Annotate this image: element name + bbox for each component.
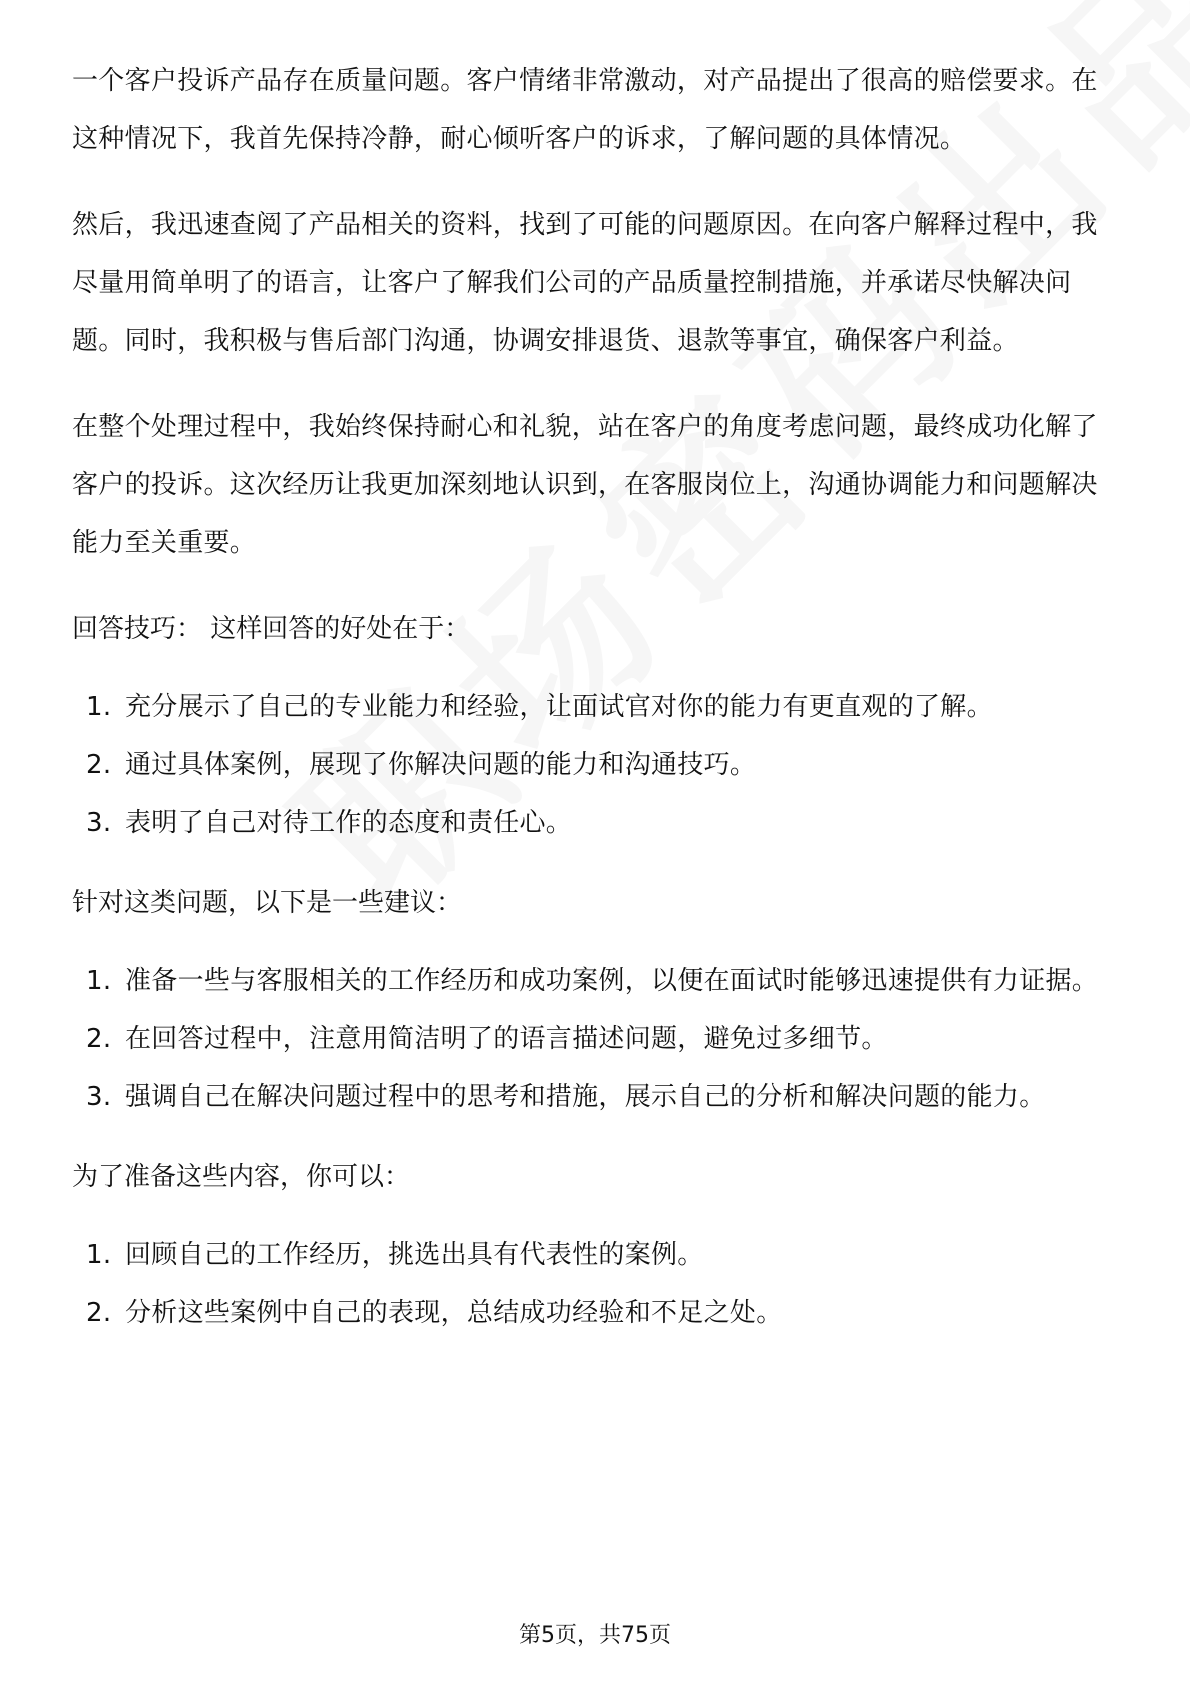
tips-heading: 回答技巧： 这样回答的好处在于： [72,614,471,644]
list-number: 1. [86,966,112,996]
prepare-heading: 为了准备这些内容，你可以： [72,1162,411,1192]
list-item [72,1226,1117,1284]
list-number: 3. [86,808,112,838]
list-item [72,952,1117,1010]
page-footer [0,1618,1190,1649]
paragraph-2: 然后，我迅速查阅了产品相关的资料，找到了可能的问题原因。在向客户解释过程中，我尽量用简单明了的语言，让客户了解我们公司的产品质量控制措施，并承诺尽快解决问题。同时，我积极与售后部门沟通，协调安排退货、退款等事宜，确保客户利益。 [72,210,1098,356]
advice-list [72,952,1117,1126]
list-item-text: 分析这些案例中自己的表现，总结成功经验和不足之处。 [125,1298,783,1328]
list-number: 3. [86,1082,112,1112]
list-item-text: 回顾自己的工作经历，挑选出具有代表性的案例。 [125,1240,704,1270]
list-item [72,736,1117,794]
prepare-list [72,1226,1117,1342]
list-number: 2. [86,750,112,780]
list-item-text: 表明了自己对待工作的态度和责任心。 [125,808,573,838]
tips-list [72,678,1117,852]
list-item [72,678,1117,736]
list-number: 1. [86,692,112,722]
advice-heading: 针对这类问题，以下是一些建议： [72,888,463,918]
document-body [72,52,1117,1364]
list-number: 2. [86,1024,112,1054]
list-item [72,1010,1117,1068]
list-item [72,1068,1117,1126]
list-item-text: 准备一些与客服相关的工作经历和成功案例，以便在面试时能够迅速提供有力证据。 [125,966,1099,996]
paragraph-1: 一个客户投诉产品存在质量问题。客户情绪非常激动，对产品提出了很高的赔偿要求。在这种情况下，我首先保持冷静，耐心倾听客户的诉求，了解问题的具体情况。 [72,66,1098,154]
list-item [72,1284,1117,1342]
page-number: 第5页，共75页 [519,1623,671,1648]
list-item-text: 强调自己在解决问题过程中的思考和措施，展示自己的分析和解决问题的能力。 [125,1082,1046,1112]
paragraph-3: 在整个处理过程中，我始终保持耐心和礼貌，站在客户的角度考虑问题，最终成功化解了客户的投诉。这次经历让我更加深刻地认识到，在客服岗位上，沟通协调能力和问题解决能力至关重要。 [72,412,1098,558]
list-number: 2. [86,1298,112,1328]
list-item-text: 充分展示了自己的专业能力和经验，让面试官对你的能力有更直观的了解。 [125,692,993,722]
list-number: 1. [86,1240,112,1270]
list-item-text: 在回答过程中，注意用简洁明了的语言描述问题，避免过多细节。 [125,1024,888,1054]
list-item-text: 通过具体案例，展现了你解决问题的能力和沟通技巧。 [125,750,757,780]
list-item [72,794,1117,852]
